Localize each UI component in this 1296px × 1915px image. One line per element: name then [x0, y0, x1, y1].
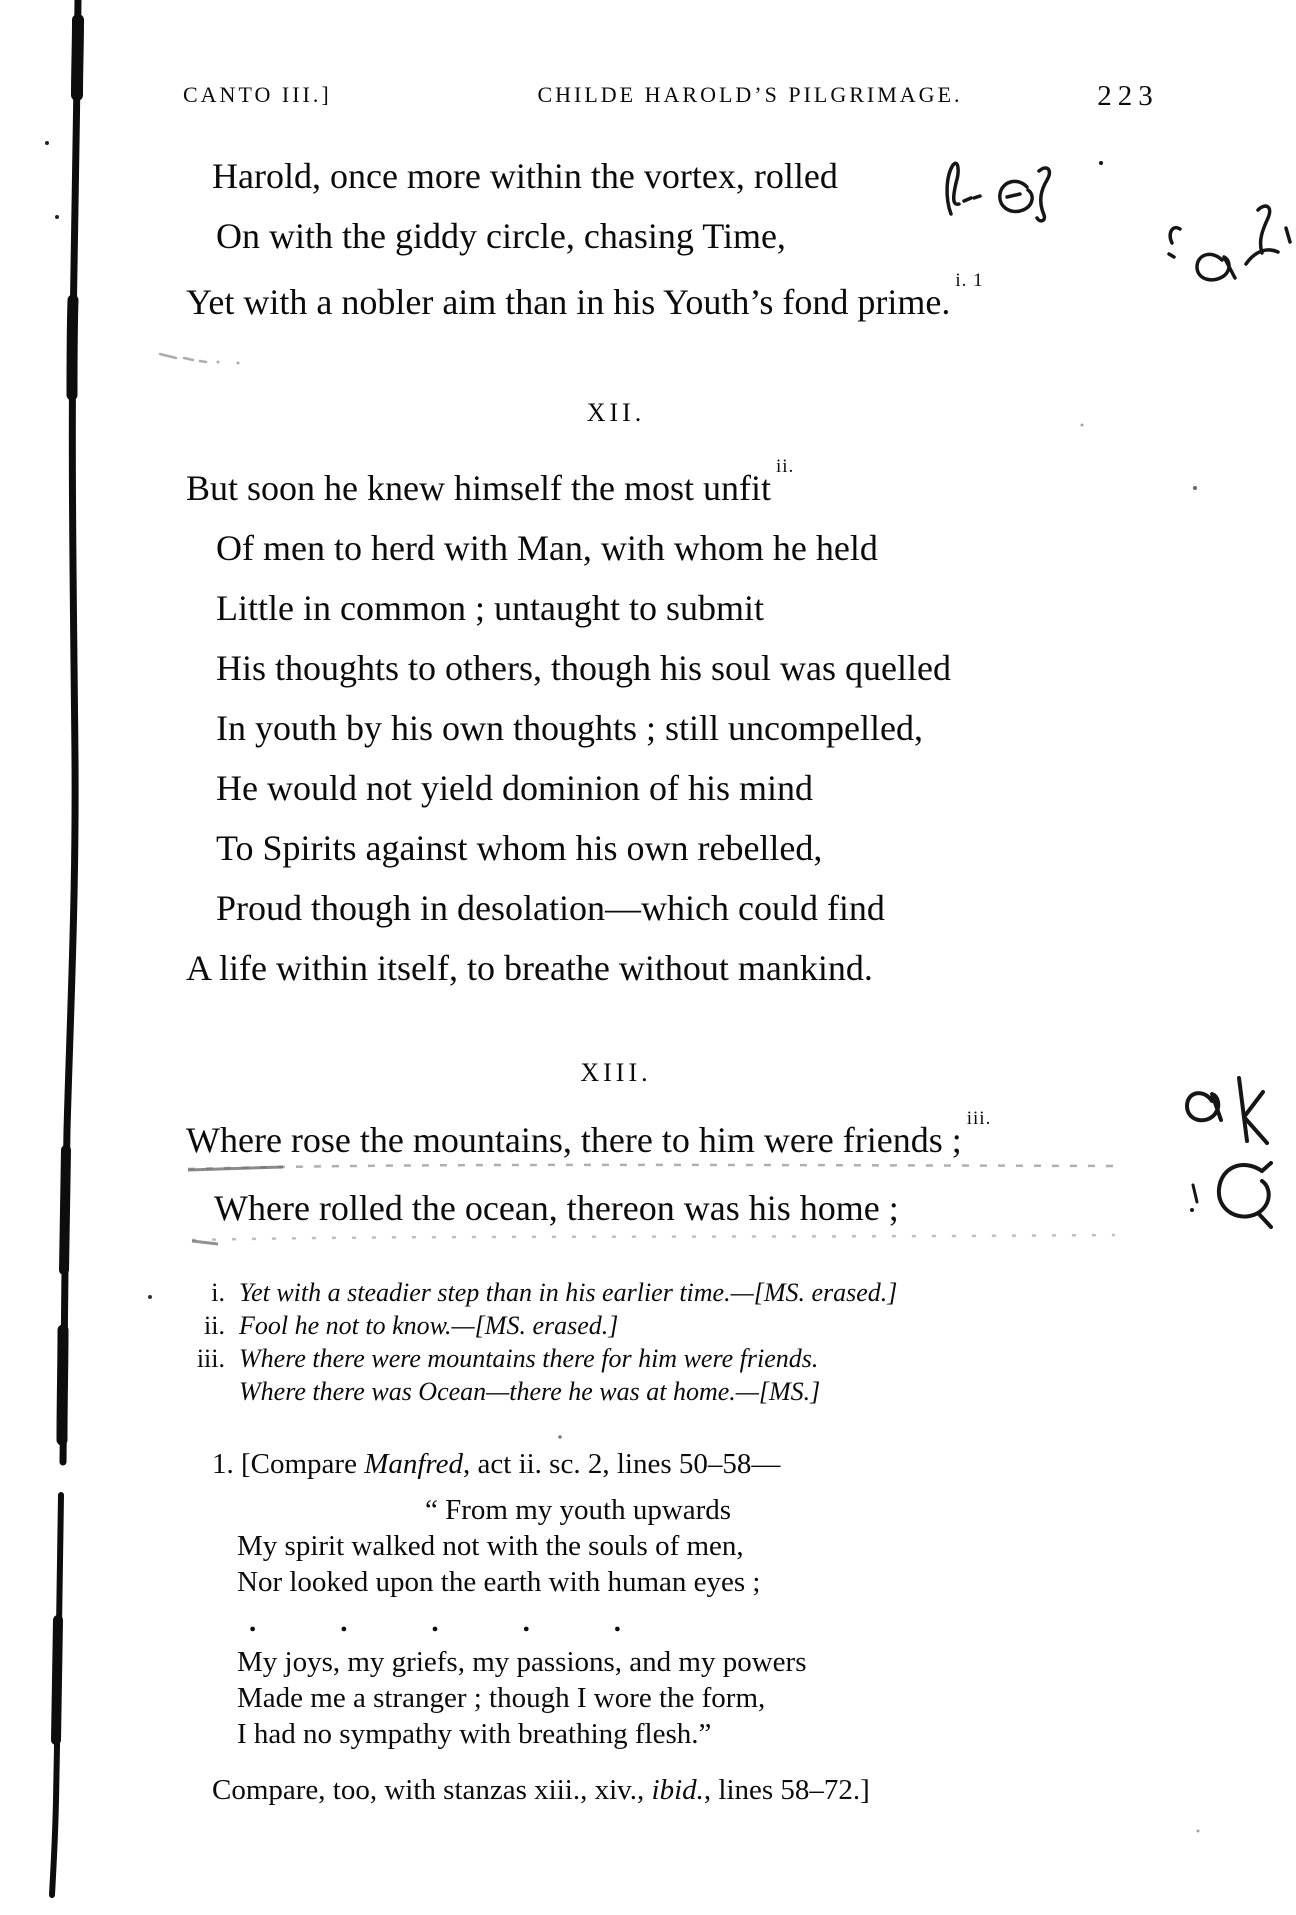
- quote-line: Made me a stranger ; though I wore the form,: [237, 1682, 766, 1714]
- top-right-pencil-scribble: [947, 161, 1290, 280]
- work-title-italic: ibid.: [651, 1774, 704, 1806]
- verse-line: Harold, once more within the vortex, rolled: [212, 156, 838, 196]
- quote-line: Nor looked upon the earth with human eyes ;: [237, 1566, 761, 1598]
- verse-line: Proud though in desolation—which could find: [216, 888, 885, 928]
- quote-line: I had no sympathy with breathing flesh.”: [237, 1718, 712, 1750]
- verse-line: Yet with a nobler aim than in his Youth’s fond prime.$^{i. 1}$: [186, 270, 984, 322]
- verse-line: His thoughts to others, though his soul was quelled: [216, 648, 951, 688]
- left-margin-pencil-mark: [160, 354, 240, 365]
- footnote-marker: iii.: [966, 1108, 992, 1129]
- ellipsis-dots-row: . . . . .: [249, 1606, 621, 1638]
- variant-note-ii: ii. Fool he not to know.—[MS. erased.]: [183, 1309, 897, 1342]
- verse-line: To Spirits against whom his own rebelled,: [216, 828, 823, 868]
- verse-line: Of men to herd with Man, with whom he held: [216, 528, 878, 568]
- canto-label: CANTO III.]: [183, 82, 332, 107]
- stanza-xii: [186, 452, 951, 998]
- verse-line: He would not yield dominion of his mind: [216, 768, 813, 808]
- variant-note-iii-continued: Where there was Ocean—there he was at home.—[MS.]: [239, 1377, 821, 1406]
- stanza-heading-xiii: XIII.: [580, 1058, 652, 1087]
- spine-edge: [45, 0, 152, 1895]
- stanza-xiii: [186, 1100, 991, 1242]
- editor-note-intro: 1. [Compare Manfred, act ii. sc. 2, lines 50–58—: [212, 1448, 781, 1480]
- verse-line: In youth by his own thoughts ; still uncompelled,: [216, 708, 923, 748]
- editor-note-closing: Compare, too, with stanzas xiii., xiv., ibid., lines 58–72.]: [212, 1774, 870, 1806]
- verse-line: On with the giddy circle, chasing Time,: [216, 216, 786, 256]
- variant-note-i: i. Yet with a steadier step than in his earlier time.—[MS. erased.]: [183, 1276, 897, 1309]
- quote-line: My spirit walked not with the souls of men,: [237, 1530, 744, 1562]
- verse-line: Where rose the mountains, there to him were friends ;$^{iii.}$: [186, 1108, 992, 1160]
- page-title: CHILDE HAROLD’S PILGRIMAGE.: [537, 82, 963, 107]
- page-number: 223: [1097, 80, 1159, 112]
- quote-line: My joys, my griefs, my passions, and my powers: [237, 1646, 807, 1678]
- quote-line: “ From my youth upwards: [425, 1494, 732, 1526]
- stanza-heading-xii: XII.: [586, 398, 646, 427]
- footnote-marker: ii.: [775, 456, 795, 477]
- variant-note-label: ii.: [204, 1311, 225, 1340]
- variant-note-label: i.: [211, 1278, 225, 1307]
- verse-line: A life within itself, to breathe without mankind.: [186, 948, 873, 988]
- quoted-passage: [237, 1492, 807, 1752]
- variant-note-label: iii.: [196, 1344, 225, 1373]
- stanza-xi-fragment: [186, 146, 984, 332]
- work-title-italic: Manfred: [364, 1448, 464, 1480]
- variant-note-iii: iii. Where there were mountains there for him were friends.: [183, 1342, 897, 1375]
- verse-line: Little in common ; untaught to submit: [216, 588, 764, 628]
- variant-notes: [183, 1276, 897, 1408]
- verse-line: But soon he knew himself the most unfit$^{ii.}$: [186, 456, 795, 508]
- mid-right-pencil-scribble: [1187, 1078, 1271, 1227]
- footnote-marker: i. 1: [955, 270, 984, 291]
- verse-line: Where rolled the ocean, thereon was his home ;: [214, 1188, 899, 1228]
